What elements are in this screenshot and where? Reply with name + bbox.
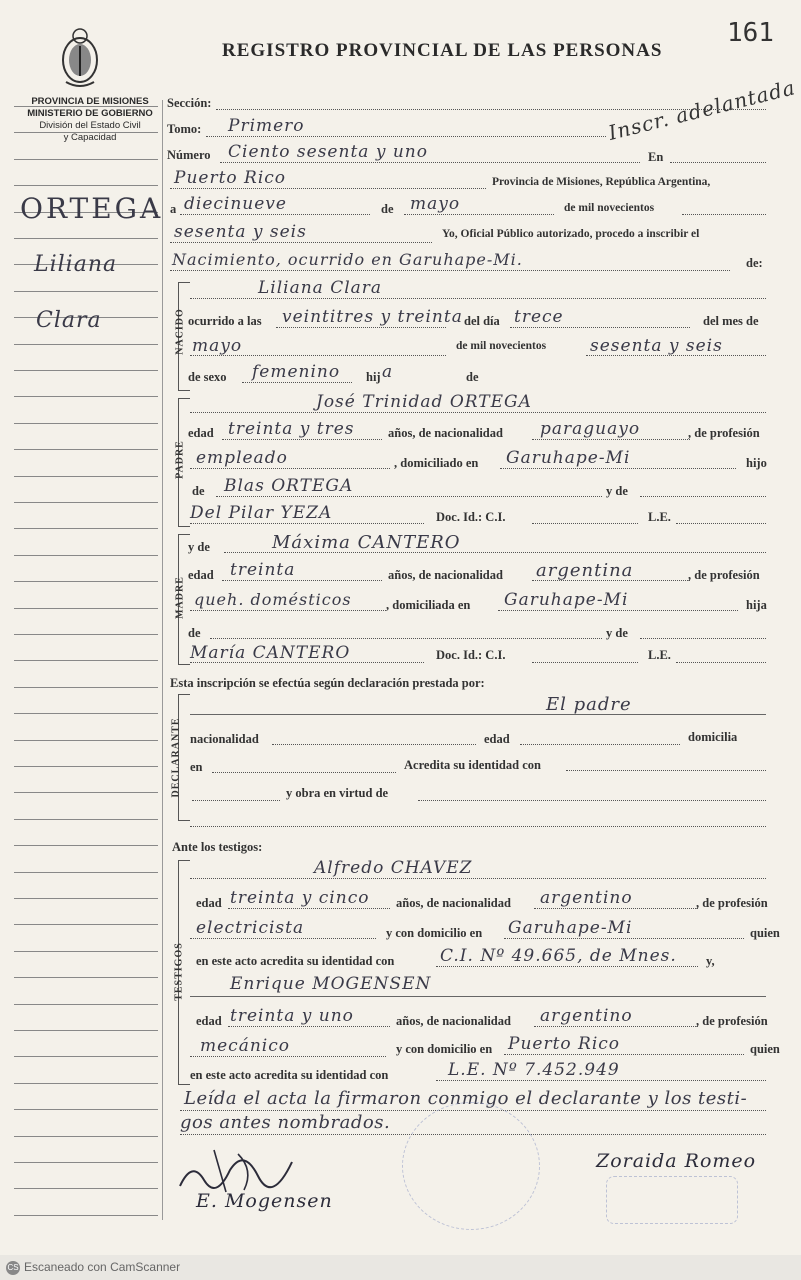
- testigo2-nombre: Enrique MOGENSEN: [230, 974, 432, 994]
- madre-profesion-label: , de profesión: [688, 568, 760, 582]
- padre-profesion-value: empleado: [196, 448, 288, 468]
- padre-doc-label: Doc. Id.: C.I.: [436, 510, 506, 524]
- signature-left: E. Mogensen: [196, 1190, 333, 1212]
- margin-rule: [14, 1109, 158, 1110]
- nacido-nombre: Liliana Clara: [258, 278, 383, 298]
- seccion-line: [216, 109, 766, 110]
- madre-hija-label: hija: [746, 598, 767, 612]
- testigo1-edad: treinta y cinco: [230, 888, 370, 908]
- testigo2-profesion: mecánico: [200, 1036, 290, 1056]
- testigo1-acredita-label: en este acto acredita su identidad con: [196, 954, 395, 968]
- hora-line: [276, 327, 446, 328]
- anio-value: sesenta y seis: [174, 222, 307, 242]
- del-dia-label: del día: [464, 314, 500, 328]
- hora-value: veintitres y treinta: [282, 307, 463, 327]
- page-number: 161: [727, 18, 774, 48]
- margin-rule: [14, 370, 158, 371]
- numero-value: Ciento sesenta y uno: [228, 142, 428, 162]
- testigo1-y-label: y,: [706, 954, 715, 968]
- margin-rule: [14, 502, 158, 503]
- madre-y-de2-line: [640, 638, 766, 639]
- margin-rule: [14, 872, 158, 873]
- numero-label: Número: [167, 148, 211, 162]
- madre-doc-line: [532, 662, 638, 663]
- declarante-nacionalidad-label: nacionalidad: [190, 732, 259, 746]
- margin-rule: [14, 898, 158, 899]
- testigo1-quien-label: quien: [750, 926, 780, 940]
- margin-rule: [14, 1004, 158, 1005]
- margin-rule: [14, 1215, 158, 1216]
- tomo-line: [206, 136, 606, 137]
- margin-rule: [14, 132, 158, 133]
- madre-nombre: Máxima CANTERO: [272, 532, 461, 553]
- madre-le-line: [676, 662, 766, 663]
- nacido-anio-value: sesenta y seis: [590, 336, 723, 356]
- padre-nombre-line: [190, 412, 766, 413]
- testigo2-nacionalidad-line: [534, 1026, 698, 1027]
- oficial-text: Yo, Oficial Público autorizado, procedo a inscribir el: [442, 228, 700, 240]
- margin-rule: [14, 713, 158, 714]
- testigo2-edad-line: [228, 1026, 390, 1027]
- margin-annotation: Inscr. adelantada: [605, 75, 798, 145]
- signature-right: Zoraida Romeo: [596, 1150, 757, 1172]
- madre-domicilio-line: [498, 610, 738, 611]
- de-label: de: [381, 202, 394, 216]
- testigo1-domicilio: Garuhape-Mi: [508, 918, 633, 938]
- madre-edad-line: [222, 580, 382, 581]
- margin-rule: [14, 449, 158, 450]
- nacido-de-label: de: [466, 370, 479, 384]
- padre-y-de-line: [640, 496, 766, 497]
- padre-le-line: [676, 523, 766, 524]
- testigo2-profesion-line: [190, 1056, 386, 1057]
- declarante-edad-label: edad: [484, 732, 510, 746]
- mil-text: de mil novecientos: [564, 202, 655, 214]
- declarante-pre-virtud-line: [192, 800, 280, 801]
- madre-domicilio-label: , domiciliada en: [386, 598, 471, 612]
- official-stamp-seal: [606, 1176, 738, 1224]
- a-label: a: [170, 202, 177, 216]
- margin-rule: [14, 1030, 158, 1031]
- office-line: MINISTERIO DE GOBIERNO: [27, 108, 153, 119]
- margin-rule: [14, 344, 158, 345]
- madre-le-label: L.E.: [648, 648, 671, 662]
- declarante-intro: Esta inscripción se efectúa según declaración prestada por:: [170, 676, 485, 690]
- padre-de-label: de: [192, 484, 205, 498]
- testigo2-edad-label: edad: [196, 1014, 222, 1028]
- margin-rule: [14, 238, 158, 239]
- ocurrido-label: ocurrido a las: [188, 314, 262, 328]
- margin-rule: [14, 977, 158, 978]
- padre-nacionalidad-value: paraguayo: [540, 419, 641, 439]
- madre-profesion-value: queh. domésticos: [194, 590, 352, 609]
- bracket-top: [178, 694, 190, 695]
- hij-value: a: [382, 362, 394, 382]
- testigo1-edad-line: [228, 908, 390, 909]
- declarante-section-label: DECLARANTE: [170, 717, 182, 798]
- padre-profesion-label: , de profesión: [688, 426, 760, 440]
- padre-padre-de: Blas ORTEGA: [224, 476, 354, 496]
- padre-domicilio-value: Garuhape-Mi: [506, 448, 631, 468]
- testigo2-doc: L.E. Nº 7.452.949: [448, 1060, 620, 1080]
- nacido-dia-value: trece: [514, 307, 564, 327]
- declarante-domicilia-label: domicilia: [688, 730, 738, 744]
- margin-rule: [14, 951, 158, 952]
- margin-rule: [14, 106, 158, 107]
- nacido-mes-line: [190, 355, 446, 356]
- padre-nombre: José Trinidad ORTEGA: [316, 392, 532, 412]
- testigo2-nacionalidad: argentino: [540, 1006, 633, 1026]
- testigo1-doc-line: [436, 966, 698, 967]
- office-line: PROVINCIA DE MISIONES: [31, 96, 149, 107]
- margin-rule: [14, 1056, 158, 1057]
- testigo1-domicilio-line: [504, 938, 744, 939]
- margin-rule: [14, 423, 158, 424]
- mes-line: [404, 214, 554, 215]
- bracket-bottom: [178, 664, 190, 665]
- bracket-top: [178, 282, 190, 283]
- hij-label: hij: [366, 370, 381, 384]
- madre-de-line: [210, 638, 602, 639]
- madre-nacionalidad-line: [532, 580, 690, 581]
- padre-doc-line: [532, 523, 638, 524]
- testigo2-domicilio-label: y con domicilio en: [396, 1042, 493, 1056]
- bracket-top: [178, 534, 190, 535]
- page-title: REGISTRO PROVINCIAL DE LAS PERSONAS: [222, 40, 663, 61]
- testigo1-anios-label: años, de nacionalidad: [396, 896, 511, 910]
- scanner-brand: Escaneado con CamScanner: [24, 1260, 181, 1274]
- padre-domicilio-line: [500, 468, 736, 469]
- testigo1-profesion: electricista: [196, 918, 305, 938]
- nacido-dia-line: [510, 327, 690, 328]
- testigo2-anios-label: años, de nacionalidad: [396, 1014, 511, 1028]
- sexo-label: de sexo: [188, 370, 227, 384]
- madre-madre-de: María CANTERO: [190, 643, 351, 663]
- padre-profesion-line: [190, 468, 390, 469]
- testigo2-acredita-label: en este acto acredita su identidad con: [190, 1068, 389, 1082]
- testigo1-nacionalidad-line: [534, 908, 698, 909]
- nacido-section-label: NACIDO: [174, 308, 186, 355]
- margin-rule: [14, 740, 158, 741]
- madre-nombre-line: [224, 552, 766, 553]
- padre-y-de-label: y de: [606, 484, 628, 498]
- testigo1-nombre-line: [190, 878, 766, 879]
- tomo-label: Tomo:: [167, 122, 202, 136]
- madre-nacionalidad-value: argentina: [536, 560, 634, 581]
- declarante-acredita-label: Acredita su identidad con: [404, 758, 541, 772]
- testigos-section-label: TESTIGOS: [173, 942, 185, 1001]
- closing-line1: Leída el acta la firmaron conmigo el declarante y los testi-: [184, 1088, 748, 1109]
- padre-edad-label: edad: [188, 426, 214, 440]
- margin-rule: [14, 845, 158, 846]
- seccion-label: Sección:: [167, 96, 212, 110]
- dia-value: diecinueve: [184, 194, 287, 214]
- madre-edad-label: edad: [188, 568, 214, 582]
- bracket-top: [178, 860, 190, 861]
- declarante-virtud-line: [418, 800, 766, 801]
- scanner-footer: [0, 1255, 801, 1280]
- madre-de-label: de: [188, 626, 201, 640]
- margin-rule: [14, 660, 158, 661]
- bracket-bottom: [178, 526, 190, 527]
- declarante-nacionalidad-line: [272, 744, 476, 745]
- madre-doc-label: Doc. Id.: C.I.: [436, 648, 506, 662]
- padre-hijo-label: hijo: [746, 456, 767, 470]
- declarante-value: El padre: [546, 694, 632, 715]
- margin-border: [162, 100, 163, 1220]
- numero-line: [220, 162, 640, 163]
- bracket-top: [178, 398, 190, 399]
- margin-rule: [14, 608, 158, 609]
- padre-edad-value: treinta y tres: [228, 419, 355, 439]
- lugar-line: [170, 188, 486, 189]
- acto-line: [170, 270, 730, 271]
- margin-rule: [14, 291, 158, 292]
- en-label: En: [648, 150, 664, 164]
- madre-y-de-label: y de: [188, 540, 210, 554]
- padre-section-label: PADRE: [174, 440, 186, 479]
- madre-madre-de-line: [190, 662, 424, 663]
- declarante-acredita-line: [566, 770, 766, 771]
- madre-edad-value: treinta: [230, 560, 296, 580]
- testigo2-profesion-label: , de profesión: [696, 1014, 768, 1028]
- margin-rule: [14, 159, 158, 160]
- margin-rule: [14, 1083, 158, 1084]
- closing-line2: gos antes nombrados.: [180, 1112, 391, 1133]
- testigo2-domicilio: Puerto Rico: [508, 1034, 621, 1054]
- margin-rule: [14, 528, 158, 529]
- declarante-en-label: en: [190, 760, 203, 774]
- camscanner-logo-icon: CS: [6, 1261, 20, 1275]
- padre-domicilio-label: , domiciliado en: [394, 456, 479, 470]
- madre-anios-label: años, de nacionalidad: [388, 568, 503, 582]
- declarante-line: [190, 714, 766, 715]
- provincia-text: Provincia de Misiones, República Argentina,: [492, 176, 711, 188]
- testigo1-doc: C.I. Nº 49.665, de Mnes.: [440, 946, 677, 966]
- testigo2-nombre-line: [190, 996, 766, 997]
- testigo2-domicilio-line: [504, 1054, 744, 1055]
- margin-rule: [14, 185, 158, 186]
- padre-padre-de-line: [216, 496, 602, 497]
- nacido-mil-label: de mil novecientos: [456, 340, 547, 352]
- official-stamp: [402, 1102, 540, 1230]
- margin-rule: [14, 924, 158, 925]
- margin-rule: [14, 1188, 158, 1189]
- office-line: y Capacidad: [63, 132, 117, 143]
- office-line: División del Estado Civil: [39, 120, 141, 131]
- bracket-bottom: [178, 820, 190, 821]
- testigo1-nombre: Alfredo CHAVEZ: [314, 858, 473, 878]
- margin-rule: [14, 476, 158, 477]
- bracket-bottom: [178, 1084, 190, 1085]
- testigo2-doc-line: [436, 1080, 766, 1081]
- margin-rule: [14, 766, 158, 767]
- lugar-value: Puerto Rico: [174, 168, 287, 188]
- margin-rule: [14, 396, 158, 397]
- bracket-bottom: [178, 390, 190, 391]
- margin-rule: [14, 687, 158, 688]
- padre-le-label: L.E.: [648, 510, 671, 524]
- margin-rule: [14, 581, 158, 582]
- margin-rule: [14, 555, 158, 556]
- testigo2-edad: treinta y uno: [230, 1006, 354, 1026]
- testigo1-profesion-label: , de profesión: [696, 896, 768, 910]
- nacido-anio-line: [586, 355, 766, 356]
- en-line: [670, 162, 766, 163]
- acto-value: Nacimiento, ocurrido en Garuhape-Mi.: [172, 250, 523, 269]
- padre-anios-label: años, de nacionalidad: [388, 426, 503, 440]
- margin-first-name: Liliana: [34, 252, 118, 277]
- testigo1-edad-label: edad: [196, 896, 222, 910]
- margin-rule: [14, 1162, 158, 1163]
- madre-domicilio-value: Garuhape-Mi: [504, 590, 629, 610]
- tomo-value: Primero: [228, 116, 305, 136]
- declarante-edad-line: [520, 744, 680, 745]
- testigo1-nacionalidad: argentino: [540, 888, 633, 908]
- mes-value: mayo: [410, 194, 461, 214]
- margin-rule: [14, 819, 158, 820]
- padre-nacionalidad-line: [532, 439, 690, 440]
- testigo2-quien-label: quien: [750, 1042, 780, 1056]
- declarante-extra-line: [190, 826, 766, 827]
- madre-section-label: MADRE: [174, 576, 186, 619]
- mil-line: [682, 214, 766, 215]
- margin-second-name: Clara: [36, 308, 102, 333]
- padre-madre-de-line: [190, 523, 424, 524]
- declarante-en-line: [212, 772, 396, 773]
- del-mes-label: del mes de: [703, 314, 759, 328]
- coat-of-arms-icon: [56, 24, 104, 92]
- madre-profesion-line: [190, 610, 386, 611]
- madre-y-de2-label: y de: [606, 626, 628, 640]
- nacido-mes-value: mayo: [192, 336, 243, 356]
- margin-rule: [14, 634, 158, 635]
- anio-line: [170, 242, 432, 243]
- testigos-intro: Ante los testigos:: [172, 840, 263, 854]
- office-block: [16, 96, 164, 144]
- sexo-value: femenino: [252, 362, 341, 382]
- de2-label: de:: [746, 256, 763, 270]
- testigo1-profesion-line: [190, 938, 376, 939]
- nacido-nombre-line: [190, 298, 766, 299]
- dia-line: [180, 214, 370, 215]
- margin-surname: ORTEGA: [20, 192, 164, 225]
- margin-rule: [14, 792, 158, 793]
- margin-rule: [14, 1136, 158, 1137]
- padre-madre-de: Del Pilar YEZA: [190, 503, 333, 523]
- sexo-line: [242, 382, 352, 383]
- testigo1-domicilio-label: y con domicilio en: [386, 926, 483, 940]
- declarante-virtud-label: y obra en virtud de: [286, 786, 389, 800]
- padre-edad-line: [222, 439, 382, 440]
